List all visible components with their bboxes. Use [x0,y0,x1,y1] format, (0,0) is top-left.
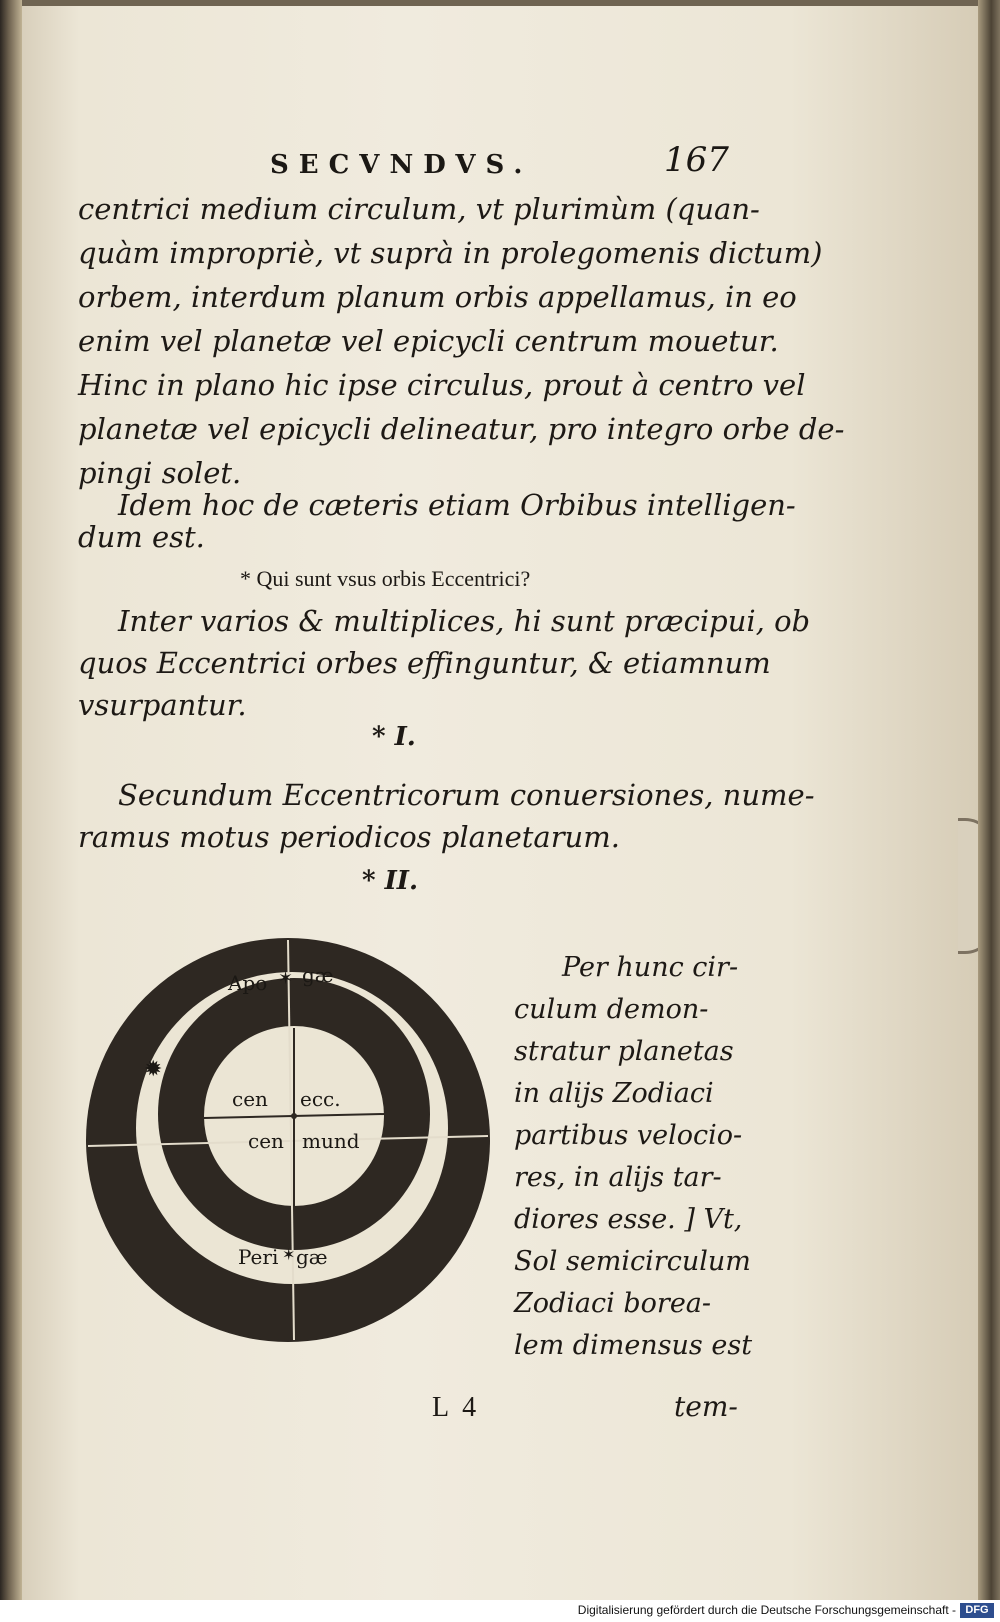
side-line: res, in alijs tar- [514,1162,722,1193]
label-center-mundi: cen [248,1129,284,1153]
body-line: Hinc in plano hic ipse circulus, prout à centro vel [78,368,806,402]
footer-credit: Digitalisierung gefördert durch die Deutsche Forschungsgemeinschaft - [577,1603,956,1617]
star-icon: ✶ [282,1245,296,1264]
label-perigee: Peri [238,1245,279,1269]
side-line: Per hunc cir- [562,952,739,983]
dfg-logo[interactable]: DFG [960,1603,994,1618]
body-line: Secundum Eccentricorum conuersiones, nume- [118,778,815,812]
center-point [291,1113,297,1119]
side-line: stratur planetas [514,1036,734,1067]
label-perigee: gæ [296,1245,328,1269]
folio-number: 167 [664,140,729,180]
body-line: quos Eccentrici orbes effinguntur, & etiamnum [78,646,771,680]
side-line: Zodiaci borea- [514,1288,712,1319]
label-apogee: Apo [228,971,268,995]
body-line: quàm impropriè, vt suprà in prolegomenis dictum) [78,236,823,270]
body-line: centrici medium circulum, vt plurimùm (quan- [78,192,760,226]
signature-mark: L 4 [432,1392,477,1423]
body-line: ramus motus periodicos planetarum. [78,820,620,854]
sun-icon: ✹ [144,1057,163,1082]
body-line: Inter varios & multiplices, hi sunt præcipui, ob [118,604,811,638]
body-line: enim vel planetæ vel epicycli centrum mouetur. [78,324,779,358]
label-center-mundi: mund [302,1129,360,1153]
side-line: diores esse. ] Vt, [514,1204,743,1235]
body-line: pingi solet. [78,456,242,490]
digitization-footer [0,1600,1000,1622]
page-edge-strip [978,0,1000,1600]
section-numeral-2: * II. [362,866,419,896]
running-title: SECVNDVS. [270,150,533,180]
side-line: lem dimensus est [514,1330,753,1361]
label-center-eccentric: ecc. [300,1087,341,1111]
side-line: partibus velocio- [514,1120,743,1151]
body-line: dum est. [78,520,205,554]
side-line: Sol semicirculum [514,1246,751,1277]
left-page-edge [0,0,24,1600]
body-line: Idem hoc de cæteris etiam Orbibus intelligen- [118,488,796,522]
eccentric-orbit-diagram [82,928,502,1358]
question-heading: * Qui sunt vsus orbis Eccentrici? [240,566,531,591]
star-icon: ✶ [278,968,294,989]
catchword: tem- [674,1390,738,1423]
label-apogee: gæ [302,963,334,987]
body-line: planetæ vel epicycli delineatur, pro integro orbe de- [78,412,845,446]
body-line: orbem, interdum planum orbis appellamus, in eo [78,280,797,314]
section-numeral-1: * I. [372,722,416,752]
label-center-eccentric: cen [232,1087,268,1111]
body-line: vsurpantur. [78,688,247,722]
side-line: culum demon- [514,994,709,1025]
side-line: in alijs Zodiaci [514,1078,714,1109]
